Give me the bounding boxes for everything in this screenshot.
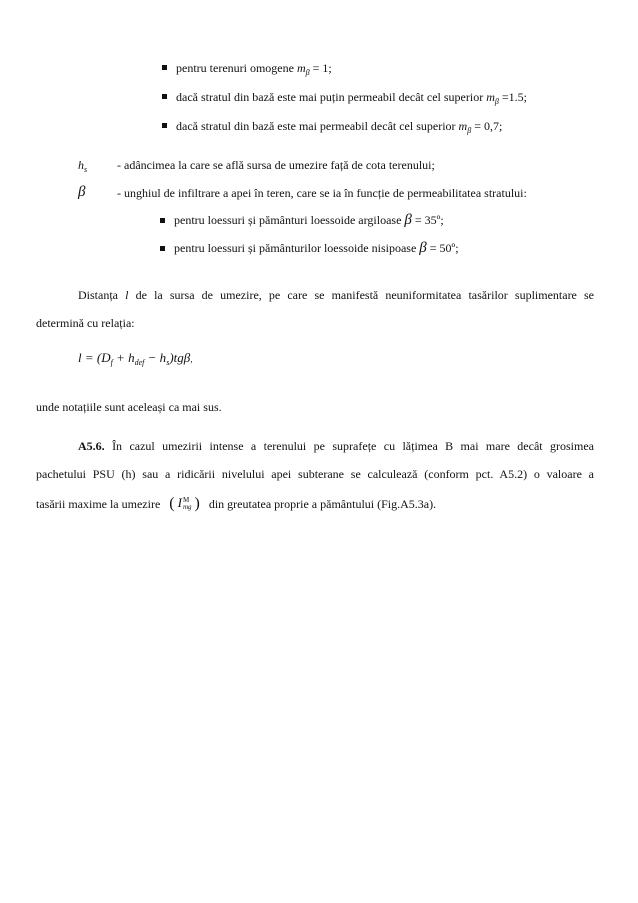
list-item: dacă stratul din bază este mai permeabil decât cel superior $m_\beta = 0,7$; (176, 119, 503, 135)
definition-text-beta: - unghiul de infiltrare a apei în teren, care se ia în funcție de permeabilitatea stratului: (117, 186, 527, 200)
bullet-icon (160, 218, 165, 223)
paragraph-line: pachetului PSU (h) sau a ridicării nivelului apei subterane se calculează (conform pct. A5.2) o valoare a (36, 467, 594, 481)
formula-l: $l = (D_f + h_{def} - h_s)tg\beta$, (78, 350, 193, 367)
bullet-icon (160, 246, 165, 251)
paragraph-line: Distanța l de la sursa de umezire, pe care se manifestă neuniformitatea tasărilor suplimentare se (78, 288, 595, 302)
section-label: A5.6. (78, 439, 105, 453)
list-item: pentru terenuri omogene $m_\beta = 1$; (176, 61, 332, 77)
definition-text-hs: - adâncimea la care se află sursa de umezire față de cota terenului; (117, 158, 435, 172)
list-item: dacă stratul din bază este mai puțin permeabil decât cel superior $m_\beta =1.5$; (176, 90, 527, 106)
bullet-icon (162, 94, 167, 99)
paragraph-line: A5.6. În cazul umezirii intense a terenului pe suprafețe cu lățimea B mai mare decât grosimea (78, 439, 594, 453)
symbol-i-mg: ( I M mg ) (169, 495, 200, 512)
bullet-icon (162, 65, 167, 70)
notation-text: unde notațiile sunt aceleași ca mai sus. (36, 400, 222, 414)
paragraph-line: determină cu relația: (36, 316, 135, 330)
list-item: pentru loessuri și pământurilor loessoide nisipoase β = 50º; (174, 240, 459, 256)
definition-symbol-hs: $h_s$ (78, 158, 88, 174)
list-item: pentru loessuri și pământuri loessoide argiloase β = 35º; (174, 212, 444, 228)
definition-symbol-beta: β (78, 184, 86, 200)
paragraph-line: tasării maxime la umezire ( I M mg ) din greutatea proprie a pământului (Fig.A5.3a). (36, 495, 437, 512)
bullet-icon (162, 123, 167, 128)
